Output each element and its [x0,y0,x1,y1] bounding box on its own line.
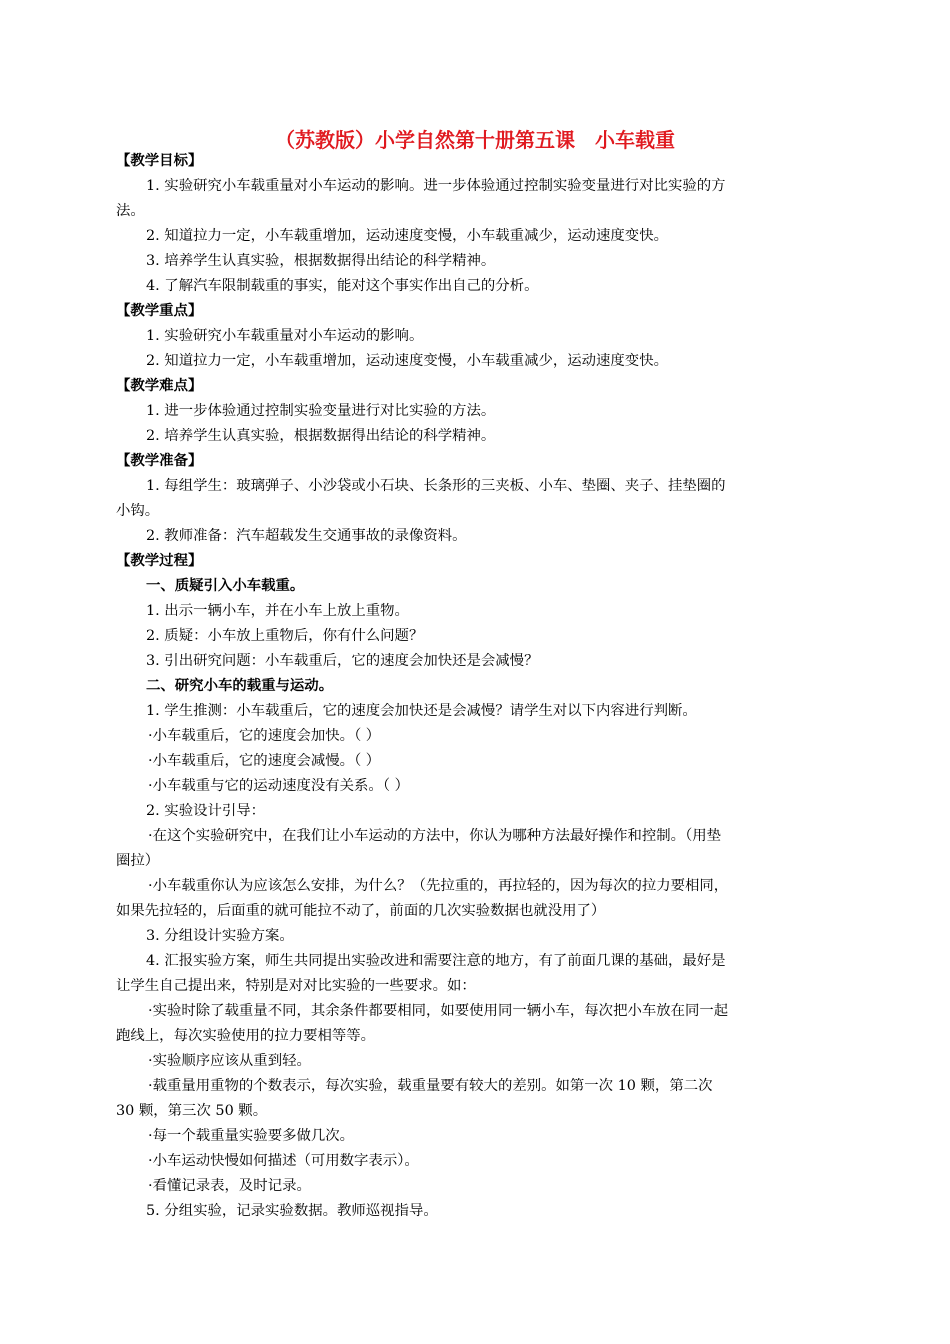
section-heading-key-points: 【教学重点】 [116,302,203,319]
bullet-line: ·载重量用重物的个数表示，每次实验，载重量要有较大的差别。如第一次 10 颗，第二次 [148,1078,713,1094]
section-heading-difficulties: 【教学难点】 [116,377,203,394]
bullet-line: ·小车载重与它的运动速度没有关系。（ ） [148,778,409,794]
paragraph-line: 5. 分组实验，记录实验数据。教师巡视指导。 [146,1203,438,1219]
subsection-heading: 一、质疑引入小车载重。 [146,577,305,594]
bullet-line: ·小车运动快慢如何描述（可用数字表示）。 [148,1153,419,1169]
paragraph-line: 1. 学生推测：小车载重后，它的速度会加快还是会减慢？请学生对以下内容进行判断。 [146,703,697,719]
paragraph-line: 1. 实验研究小车载重量对小车运动的影响。 [146,328,424,344]
paragraph-line: 1. 实验研究小车载重量对小车运动的影响。进一步体验通过控制实验变量进行对比实验的方 [146,178,726,194]
bullet-line: ·实验顺序应该从重到轻。 [148,1053,311,1069]
paragraph-line: 如果先拉轻的，后面重的就可能拉不动了，前面的几次实验数据也就没用了） [116,903,606,919]
paragraph-line: 1. 出示一辆小车，并在小车上放上重物。 [146,603,409,619]
bullet-line: ·实验时除了载重量不同，其余条件都要相同，如要使用同一辆小车，每次把小车放在同一起 [148,1003,729,1019]
document-title: （苏教版）小学自然第十册第五课 小车载重 [275,128,675,152]
bullet-line: ·小车载重后，它的速度会减慢。（ ） [148,753,381,769]
subsection-heading: 二、研究小车的载重与运动。 [146,677,334,694]
paragraph-line: 跑线上，每次实验使用的拉力要相等等。 [116,1028,376,1044]
section-heading-process: 【教学过程】 [116,552,203,569]
paragraph-line: 4. 汇报实验方案，师生共同提出实验改进和需要注意的地方，有了前面几课的基础，最好是 [146,953,726,969]
paragraph-line: 30 颗，第三次 50 颗。 [116,1103,268,1119]
paragraph-line: 1. 每组学生：玻璃弹子、小沙袋或小石块、长条形的三夹板、小车、垫圈、夹子、挂垫圈的 [146,478,726,494]
paragraph-line: 3. 引出研究问题：小车载重后，它的速度会加快还是会减慢？ [146,653,539,669]
section-heading-objectives: 【教学目标】 [116,152,203,169]
bullet-line: ·每一个载重量实验要多做几次。 [148,1128,355,1144]
paragraph-line: 2. 知道拉力一定，小车载重增加，运动速度变慢，小车载重减少，运动速度变快。 [146,353,668,369]
bullet-line: ·在这个实验研究中，在我们让小车运动的方法中，你认为哪种方法最好操作和控制。（用垫 [148,828,722,844]
bullet-line: ·看懂记录表，及时记录。 [148,1178,311,1194]
paragraph-line: 圈拉） [116,853,160,869]
paragraph-line: 2. 质疑：小车放上重物后，你有什么问题？ [146,628,424,644]
paragraph-line: 小钩。 [116,503,160,519]
paragraph-line: 4. 了解汽车限制载重的事实，能对这个事实作出自己的分析。 [146,278,539,294]
section-heading-preparation: 【教学准备】 [116,452,203,469]
paragraph-line: 2. 培养学生认真实验，根据数据得出结论的科学精神。 [146,428,496,444]
paragraph-line: 2. 知道拉力一定，小车载重增加，运动速度变慢，小车载重减少，运动速度变快。 [146,228,668,244]
paragraph-line: 2. 教师准备：汽车超载发生交通事故的录像资料。 [146,528,467,544]
paragraph-line: 3. 分组设计实验方案。 [146,928,294,944]
bullet-line: ·小车载重后，它的速度会加快。（ ） [148,728,381,744]
paragraph-line: 2. 实验设计引导： [146,803,266,819]
paragraph-line: 3. 培养学生认真实验，根据数据得出结论的科学精神。 [146,253,496,269]
paragraph-line: 法。 [116,203,145,219]
paragraph-line: 1. 进一步体验通过控制实验变量进行对比实验的方法。 [146,403,496,419]
paragraph-line: 让学生自己提出来，特别是对对比实验的一些要求。如： [116,978,476,994]
bullet-line: ·小车载重你认为应该怎么安排，为什么？（先拉重的，再拉轻的，因为每次的拉力要相同， [148,878,729,894]
